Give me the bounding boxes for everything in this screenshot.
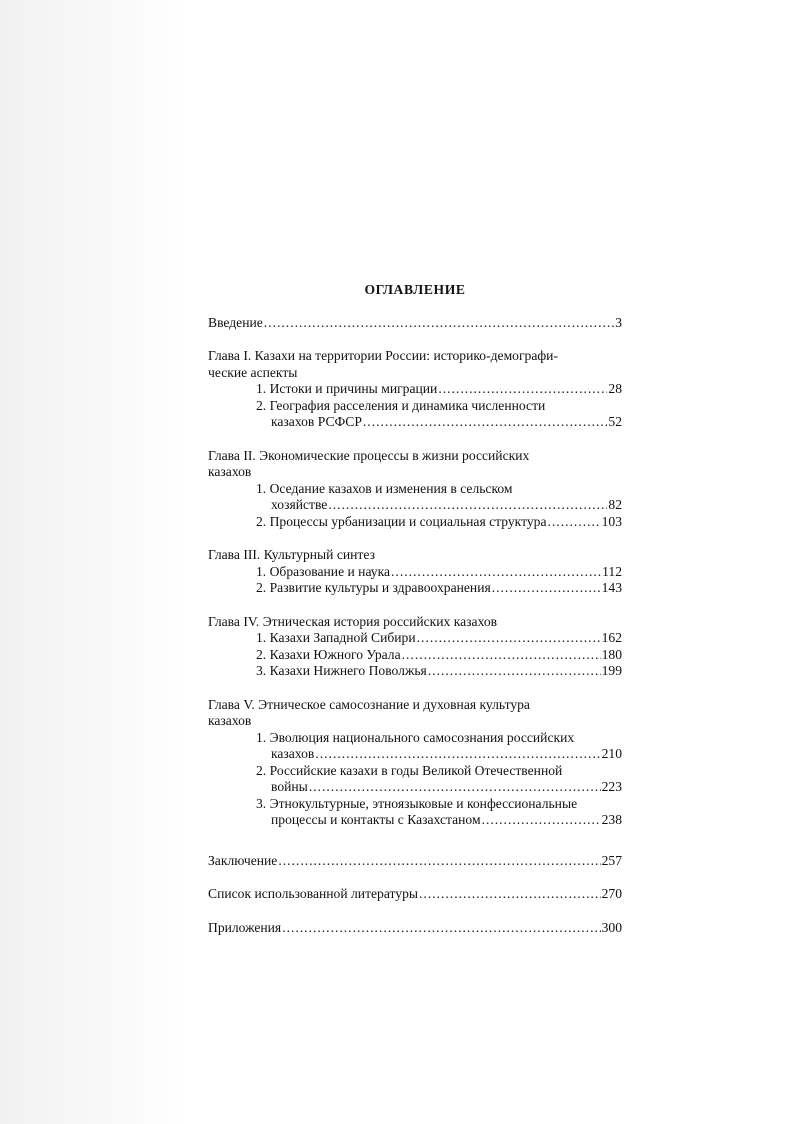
entry-label: Введение [208,314,263,330]
dot-leader [492,580,601,597]
chapter-title-line: Глава V. Этническое самосознание и духовная культура [208,696,530,712]
entry-label: 1. Казахи Западной Сибири [256,630,416,645]
entry-label-line: 2. Российские казахи в годы Великой Отечественной [256,762,563,778]
dot-leader [278,853,600,870]
entry-label-line: 3. Этнокультурные, этноязыковые и конфессиональные [256,795,578,811]
toc-entry-section[interactable] [256,564,622,581]
chapter-title[interactable] [208,448,622,481]
dot-leader [402,647,601,664]
dot-leader [428,663,601,680]
entry-label: процессы и контакты с Казахстаном [271,812,481,827]
toc-entry-section[interactable] [256,398,622,431]
entry-label-line: 2. География расселения и динамика численности [256,397,546,413]
toc-title: ОГЛАВЛЕНИЕ [364,282,466,297]
scan-shadow [0,0,185,1124]
entry-label: казахов РСФСР [271,414,362,429]
chapter-title-line: Глава II. Экономические процессы в жизни российских [208,447,530,463]
toc-entry-bibliography[interactable] [208,886,622,903]
toc-entry-conclusion[interactable] [208,853,622,870]
entry-page: 257 [601,852,622,868]
chapter-title[interactable] [208,547,622,564]
toc-entry-section[interactable] [256,381,622,398]
entry-page: 180 [601,646,622,662]
entry-label: Список использованной литературы [208,886,419,901]
entry-label: 1. Истоки и причины миграции [256,381,438,396]
dot-leader [282,920,600,937]
entry-page: 3 [615,314,622,330]
entry-label-line: 1. Оседание казахов и изменения в сельском [256,480,513,496]
chapter-title[interactable] [208,614,622,631]
entry-page: 300 [601,919,622,935]
dot-leader [548,514,601,531]
entry-label: 2. Казахи Южного Урала [256,646,401,662]
section-list [256,730,622,829]
entry-page: 112 [602,563,622,579]
chapter-2 [208,448,622,531]
entry-label: войны [271,779,308,794]
entry-label: 3. Казахи Нижнего Поволжья [256,663,427,678]
entry-page: 82 [608,497,622,512]
entry-page: 162 [601,630,622,645]
section-list [256,381,622,431]
toc-entry-section[interactable] [256,647,622,664]
entry-label: 2. Процессы урбанизации и социальная структура [256,513,547,529]
chapter-4 [208,614,622,680]
entry-label: Заключение [208,852,278,868]
toc-entry-intro[interactable] [208,315,622,332]
entry-page: 28 [608,381,622,396]
entry-page: 238 [601,812,622,827]
entry-label: 1. Образование и наука [256,563,391,579]
section-list [256,630,622,680]
dot-leader [315,746,600,763]
entry-page: 52 [608,414,622,429]
entry-page: 199 [601,663,622,678]
entry-page: 270 [601,886,622,901]
entry-page: 103 [601,513,622,529]
chapter-5 [208,697,622,829]
entry-page: 210 [601,746,622,761]
toc-entry-appendix[interactable] [208,920,622,937]
chapter-title-line: казахов [208,464,252,479]
toc-entry-section[interactable] [256,763,622,796]
toc-entry-section[interactable] [256,663,622,680]
chapter-title[interactable] [208,697,622,730]
section-list [256,564,622,597]
chapter-title-line: Глава III. Культурный синтез [208,547,375,562]
toc-entry-section[interactable] [256,514,622,531]
chapter-1 [208,348,622,431]
dot-leader [391,564,601,581]
dot-leader [264,315,614,332]
entry-label: хозяйстве [271,497,328,512]
dot-leader [482,812,601,829]
section-list [256,481,622,531]
chapter-title-line: Глава I. Казахи на территории России: историко-демографи- [208,348,558,363]
entry-label: Приложения [208,919,282,935]
toc-entry-section[interactable] [256,730,622,763]
dot-leader [309,779,601,796]
toc-entry-section[interactable] [256,481,622,514]
entry-label: 2. Развитие культуры и здравоохранения [256,580,491,595]
chapter-title[interactable] [208,348,622,381]
toc-entry-section[interactable] [256,580,622,597]
toc-entry-section[interactable] [256,796,622,829]
entry-page: 143 [601,580,622,595]
chapter-title-line: Глава IV. Этническая история российских казахов [208,613,498,629]
dot-leader [419,886,601,903]
toc-entry-section[interactable] [256,630,622,647]
table-of-contents [208,282,622,936]
dot-leader [417,630,601,647]
dot-leader [328,497,607,514]
chapter-3 [208,547,622,597]
chapter-title-line: ческие аспекты [208,364,298,380]
chapter-title-line: казахов [208,713,252,728]
entry-label-line: 1. Эволюция национального самосознания российских [256,729,575,745]
dot-leader [438,381,607,398]
entry-page: 223 [601,779,622,794]
dot-leader [363,414,608,431]
entry-label: казахов [271,746,315,761]
